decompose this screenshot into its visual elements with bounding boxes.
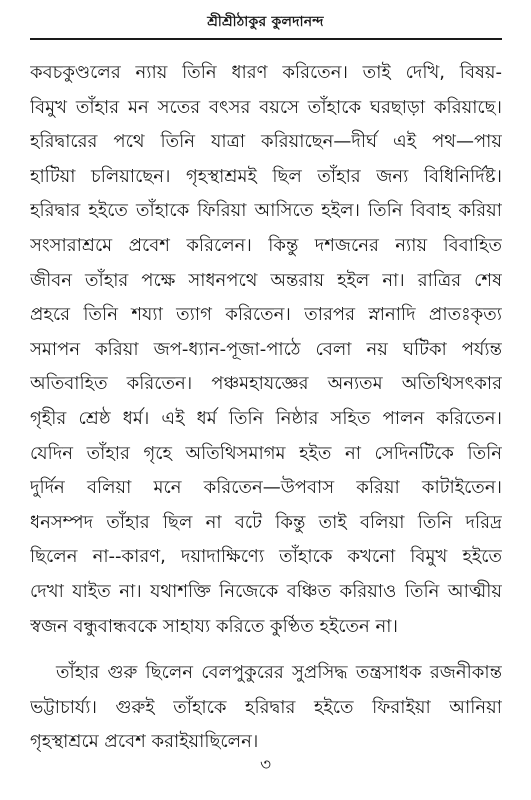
text-line: স্বজন বন্ধুবান্ধবকে সাহায্য করিতে কুণ্ঠিত হইতেন না। xyxy=(30,615,398,637)
paragraph-gap xyxy=(30,644,502,656)
text-line: জীবন তাঁহার পক্ষে সাধনপথে অন্তরায় হইল না। রাত্রির শেষ xyxy=(30,269,502,291)
text-line: দুর্দিন বলিয়া মনে করিতেন—উপবাস করিয়া কাটাইতেন। xyxy=(30,477,502,499)
header-rule xyxy=(30,38,502,40)
paragraph-1 xyxy=(30,56,502,644)
text-line: সমাপন করিয়া জপ-ধ্যান-পূজা-পাঠে বেলা নয় ঘটিকা পর্য্যন্ত xyxy=(30,338,502,360)
text-line: ছিলেন না--কারণ, দয়াদাক্ষিণ্যে তাঁহাকে কখনো বিমুখ হইতে xyxy=(30,546,502,568)
text-line: সংসারাশ্রমে প্রবেশ করিলেন। কিন্তু দশজনের ন্যায় বিবাহিত xyxy=(30,234,502,256)
text-line: ভট্টাচার্য্য। গুরুই তাঁহাকে হরিদ্বার হইতে ফিরাইয়া আনিয়া xyxy=(30,696,502,718)
text-line: বিমুখ তাঁহার মন সতের বৎসর বয়সে তাঁহাকে ঘরছাড়া করিয়াছে। xyxy=(30,96,502,118)
text-line: হরিদ্বার হইতে তাঁহাকে ফিরিয়া আসিতে হইল। তিনি বিবাহ করিয়া xyxy=(30,200,502,222)
text-line: প্রহরে তিনি শয্যা ত্যাগ করিতেন। তারপর স্নানাদি প্রাতঃকৃত্য xyxy=(30,304,502,326)
page-number: ৩ xyxy=(259,755,272,775)
text-line: গৃহীর শ্রেষ্ঠ ধর্ম। এই ধর্ম তিনি নিষ্ঠার সহিত পালন করিতেন। xyxy=(30,407,502,429)
text-line: হরিদ্বারের পথে তিনি যাত্রা করিয়াছেন—দীর্ঘ এই পথ—পায় xyxy=(30,131,502,153)
text-line: কবচকুণ্ডলের ন্যায় তিনি ধারণ করিতেন। তাই দেখি, বিষয়- xyxy=(30,62,502,83)
running-header: শ্রীশ্রীঠাকুর কুলদানন্দ xyxy=(207,14,324,30)
text-line: দেখা যাইত না। যথাশক্তি নিজেকে বঞ্চিত করিয়াও তিনি আত্মীয় xyxy=(30,580,502,602)
text-line: হাটিয়া চলিয়াছেন। গৃহস্থাশ্রমই ছিল তাঁহার জন্য বিধিনির্দিষ্ট। xyxy=(30,165,502,187)
text-line: যেদিন তাঁহার গৃহে অতিথিসমাগম হইত না সেদিনটিকে তিনি xyxy=(30,442,502,464)
body-text xyxy=(30,56,502,760)
text-line: গৃহস্থাশ্রমে প্রবেশ করাইয়াছিলেন। xyxy=(30,731,259,753)
paragraph-2 xyxy=(30,656,502,760)
text-line: তাঁহার গুরু ছিলেন বেলপুকুরের সুপ্রসিদ্ধ তন্ত্রসাধক রজনীকান্ত xyxy=(56,662,502,684)
text-line: ধনসম্পদ তাঁহার ছিল না বটে কিন্তু তাই বলিয়া তিনি দরিদ্র xyxy=(30,511,502,533)
text-line: অতিবাহিত করিতেন। পঞ্চমহাযজ্ঞের অন্যতম অতিথিসৎকার xyxy=(30,373,502,395)
